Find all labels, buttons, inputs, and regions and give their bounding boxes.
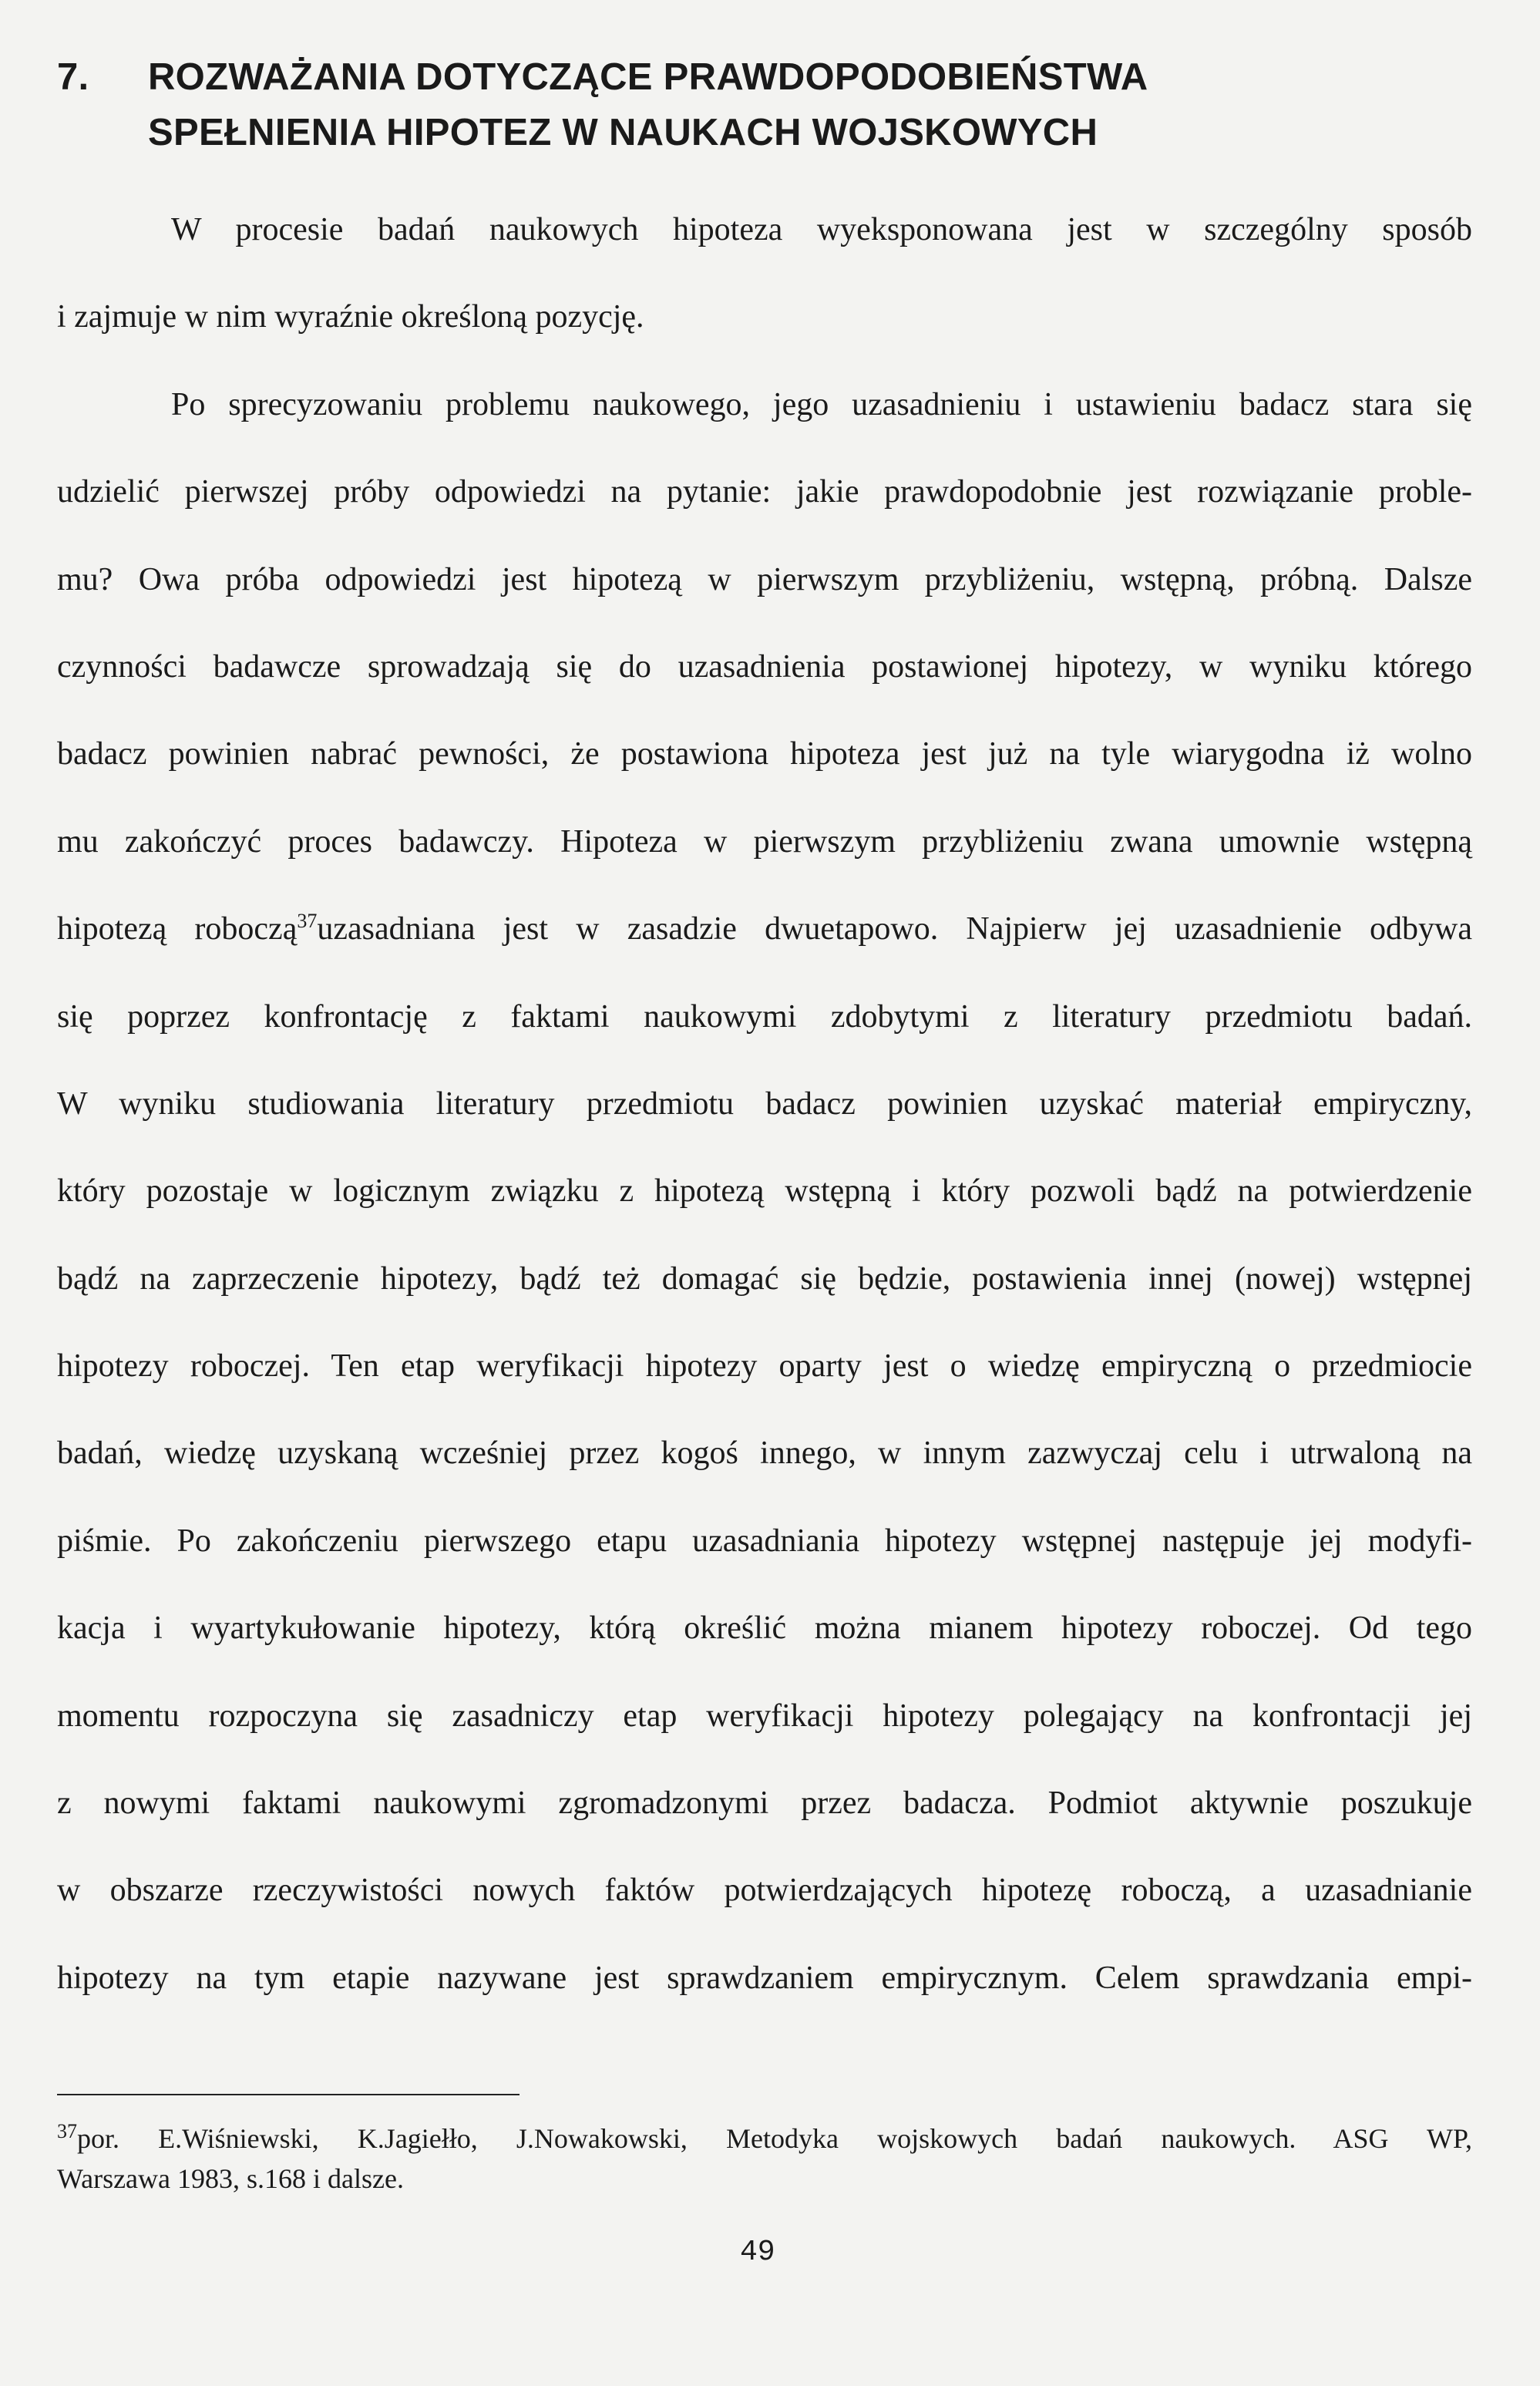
text-line: piśmie. Po zakończeniu pierwszego etapu uzasadniania hipotezy wstępnej następuje jej modyfi- (57, 1523, 1472, 1559)
text-fragment: hipotezą roboczą (57, 911, 298, 947)
text-line: hipotezy na tym etapie nazywane jest sprawdzaniem empirycznym. Celem sprawdzania empi- (57, 1960, 1472, 1996)
text-line: W procesie badań naukowych hipoteza wyeksponowana jest w szczególny sposób (171, 212, 1472, 247)
section-title-part-2: SPEŁNIENIA HIPOTEZ W NAUKACH WOJSKOWYCH (148, 112, 1098, 153)
footnote-text: por. E.Wiśniewski, K.Jagiełło, J.Nowakowski, Metodyka wojskowych badań naukowych. ASG WP, (77, 2123, 1472, 2154)
text-line: udzielić pierwszej próby odpowiedzi na pytanie: jakie prawdopodobnie jest rozwiązanie proble- (57, 474, 1472, 510)
section-title-part-1: ROZWAŻANIA DOTYCZĄCE PRAWDOPODOBIEŃSTWA (148, 56, 1148, 98)
text-line-with-footnote (57, 906, 1472, 993)
text-line: hipotezy roboczej. Ten etap weryfikacji hipotezy oparty jest o wiedzę empiryczną o przedmiocie (57, 1348, 1472, 1385)
text-line: w obszarze rzeczywistości nowych faktów potwierdzających hipotezę roboczą, a uzasadnianie (57, 1873, 1472, 1909)
text-line: mu zakończyć proces badawczy. Hipoteza w pierwszym przybliżeniu zwana umownie wstępną (57, 823, 1472, 860)
footnote (57, 2118, 1472, 2199)
text-line: Po sprecyzowaniu problemu naukowego, jego uzasadnieniu i ustawieniu badacz stara się (171, 386, 1472, 422)
text-line: z nowymi faktami naukowymi zgromadzonymi przez badacza. Podmiot aktywnie poszukuje (57, 1785, 1472, 1822)
text-line: badacz powinien nabrać pewności, że postawiona hipoteza jest już na tyle wiarygodna iż wolno (57, 736, 1472, 772)
text-line: czynności badawcze sprowadzają się do uzasadnienia postawionej hipotezy, w wyniku którego (57, 648, 1472, 685)
footnote-line-1 (57, 2118, 1472, 2159)
footnote-reference: 37 (297, 910, 318, 933)
text-fragment: uzasadniana jest w zasadzie dwuetapowo. Najpierw jej uzasadnienie odbywa (317, 911, 1472, 947)
text-line: mu? Owa próba odpowiedzi jest hipotezą w pierwszym przybliżeniu, wstępną, próbną. Dalsze (57, 561, 1472, 597)
page-number: 49 (740, 2236, 775, 2269)
text-line: W wyniku studiowania literatury przedmiotu badacz powinien uzyskać materiał empiryczny, (57, 1085, 1472, 1122)
section-number: 7. (57, 56, 89, 98)
text-line: który pozostaje w logicznym związku z hipotezą wstępną i który pozwoli bądź na potwierdzenie (57, 1173, 1472, 1210)
section-heading-line-1 (57, 56, 1475, 98)
footnote-line-2: Warszawa 1983, s.168 i dalsze. (57, 2163, 404, 2194)
text-line: się poprzez konfrontację z faktami naukowymi zdobytymi z literatury przedmiotu badań. (57, 998, 1472, 1035)
text-line: i zajmuje w nim wyraźnie określoną pozycję. (57, 299, 644, 335)
text-line: bądź na zaprzeczenie hipotezy, bądź też domagać się będzie, postawienia innej (nowej) wstępnej (57, 1260, 1472, 1297)
text-line: momentu rozpoczyna się zasadniczy etap weryfikacji hipotezy polegający na konfrontacji jej (57, 1698, 1472, 1734)
body-text (57, 207, 1472, 2042)
text-line: kacja i wyartykułowanie hipotezy, którą określić można mianem hipotezy roboczej. Od tego (57, 1610, 1472, 1647)
footnote-divider (57, 2094, 519, 2095)
text-line: badań, wiedzę uzyskaną wcześniej przez kogoś innego, w innym zazwyczaj celu i utrwaloną na (57, 1435, 1472, 1472)
footnote-number: 37 (57, 2120, 77, 2142)
section-heading-line-2 (57, 114, 1475, 152)
